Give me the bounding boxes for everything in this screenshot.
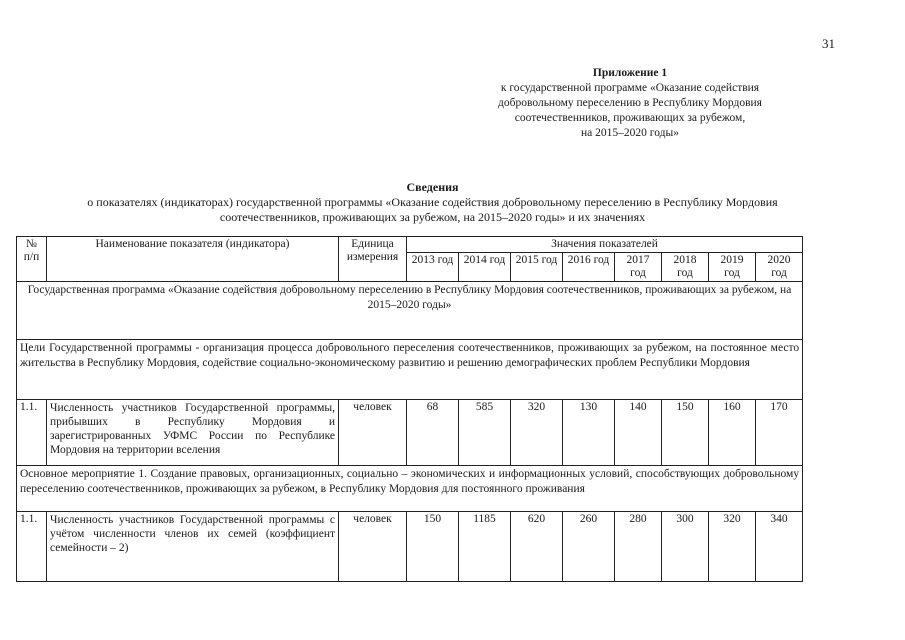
appendix-line: соотечественников, проживающих за рубежом, [514, 112, 746, 124]
value-cell: 260 [563, 512, 615, 582]
header-name: Наименование показателя (индикатора) [47, 237, 339, 282]
program-goals-row: Цели Государственной программы - организация процесса добровольного переселения соотечественников, проживающих за рубежом, на постоянное место жительства в Республику Мордовия, содействие социально-экономическому развитию и решению демографических проблем Республики Мордовия [17, 340, 803, 400]
page-number: 31 [822, 36, 835, 51]
value-cell: 170 [756, 400, 803, 466]
value-cell: 320 [511, 400, 563, 466]
value-cell: 68 [407, 400, 459, 466]
value-cell: 150 [662, 400, 709, 466]
value-cell: 320 [709, 512, 756, 582]
value-cell: 585 [459, 400, 511, 466]
value-cell: 130 [563, 400, 615, 466]
unit-cell: человек [339, 400, 407, 466]
heading-subtitle: о показателях (индикаторах) государственной программы «Оказание содействия добровольному переселению в Республику Мордовия соотечественников, проживающих за рубежом, на 2015–2020 годы» и их значениях [87, 195, 778, 224]
year-header: 2015 год [511, 253, 563, 282]
value-cell: 280 [615, 512, 662, 582]
appendix-line: добровольному переселению в Республику Мордовия [498, 97, 762, 109]
value-cell: 160 [709, 400, 756, 466]
value-cell: 1185 [459, 512, 511, 582]
value-cell: 150 [407, 512, 459, 582]
indicator-name: Численность участников Государственной программы, прибывших в Республику Мордовия и зарегистрированных УФМС России по Республике Мордовия на территории вселения [47, 400, 339, 466]
year-header: 2019 год [709, 253, 756, 282]
year-header: 2017 год [615, 253, 662, 282]
table-row [17, 400, 803, 466]
document-heading [60, 180, 805, 225]
year-header: 2014 год [459, 253, 511, 282]
value-cell: 340 [756, 512, 803, 582]
year-header: 2013 год [407, 253, 459, 282]
appendix-block [480, 66, 780, 141]
table-row [17, 512, 803, 582]
indicators-table [16, 236, 803, 582]
measure-row: Основное мероприятие 1. Создание правовых, организационных, социально – экономических и информационных условий, способствующих добровольному переселению соотечественников, проживающих за рубежом, в Республику Мордовия для постоянного проживания [17, 466, 803, 512]
indicator-name: Численность участников Государственной программы с учётом численности членов их семей (коэффициент семейности – 2) [47, 512, 339, 582]
value-cell: 620 [511, 512, 563, 582]
heading-title: Сведения [406, 180, 459, 194]
header-unit: Единица измерения [339, 237, 407, 282]
year-header: 2018 год [662, 253, 709, 282]
header-values: Значения показателей [407, 237, 803, 253]
value-cell: 300 [662, 512, 709, 582]
row-number: 1.1. [17, 400, 47, 466]
unit-cell: человек [339, 512, 407, 582]
year-header: 2016 год [563, 253, 615, 282]
value-cell: 140 [615, 400, 662, 466]
appendix-title: Приложение 1 [592, 67, 668, 79]
program-title-row: Государственная программа «Оказание содействия добровольному переселению в Республику Мордовия соотечественников, проживающих за рубежом, на 2015–2020 годы» [17, 282, 803, 340]
appendix-line: к государственной программе «Оказание содействия [500, 82, 760, 94]
header-num: № п/п [17, 237, 47, 282]
year-header: 2020 год [756, 253, 803, 282]
appendix-line: на 2015–2020 годы» [581, 127, 679, 139]
row-number: 1.1. [17, 512, 47, 582]
